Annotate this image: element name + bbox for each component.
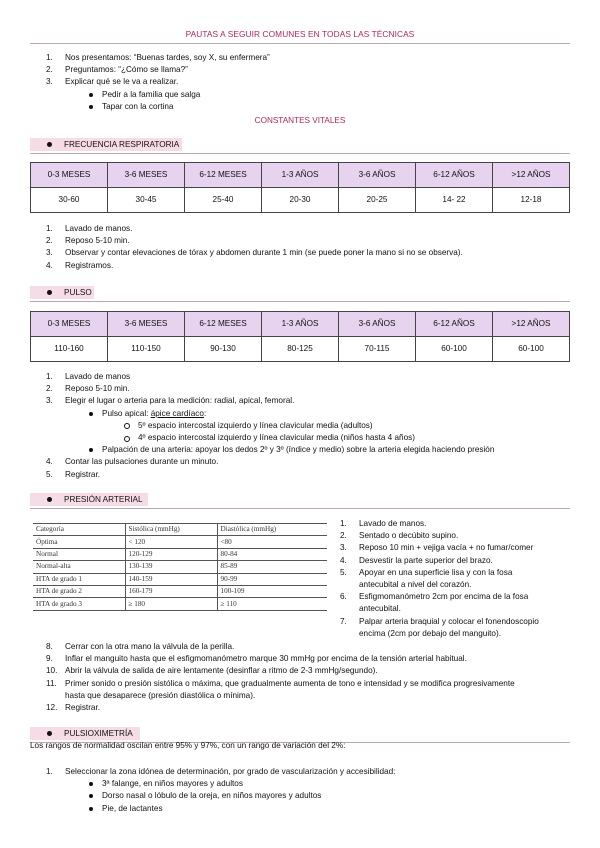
table-header: 6-12 AÑOS <box>416 312 493 337</box>
pulse-apical-sub: 5º espacio intercostal izquierdo y línea clavicular media (adultos) <box>122 420 575 432</box>
table-cell: 80-84 <box>217 548 327 560</box>
table-cell: 30-45 <box>108 188 185 213</box>
pulse-step: 2. Reposo 5-10 min. <box>46 384 130 394</box>
pulse-apical: Pulso apical: ápice cardíaco: <box>86 408 575 420</box>
table-cell: 12-18 <box>493 188 570 213</box>
table-header: Sistólica (mmHg) <box>125 524 217 536</box>
table-cell: 80-125 <box>262 337 339 362</box>
table-cell: ≥ 180 <box>125 598 217 610</box>
table-header: 6-12 MESES <box>185 163 262 188</box>
table-cell: Normal <box>33 548 125 560</box>
table-cell: HTA de grado 3 <box>33 598 125 610</box>
table-header: 3-6 AÑOS <box>339 312 416 337</box>
bullet-icon <box>47 142 52 147</box>
spo2-heading <box>30 727 570 740</box>
spo2-steps <box>30 766 575 815</box>
resp-steps <box>30 223 570 272</box>
pulse-step: 1. Lavado de manos <box>46 372 131 381</box>
table-cell: HTA de grado 2 <box>33 585 125 597</box>
bp-right-steps <box>324 518 574 640</box>
spo2-intro: Los rangos de normalidad oscilan entre 95% y 97%, con un rango de variación del 2%: <box>30 741 346 750</box>
resp-heading <box>30 138 570 151</box>
resp-step: 4. Registramos. <box>46 260 114 270</box>
table-cell: ≥ 110 <box>217 598 327 610</box>
pulse-palpation: Palpación de una arteria: apoyar los dedos 2º y 3º (índice y medio) sobre la arteria elegida haciendo presión <box>86 444 575 456</box>
bp-step: 7. Palpar arteria braquial y colocar el fonendoscopio encima (2cm por debajo del manguito). <box>340 616 539 638</box>
bp-steps <box>30 641 575 714</box>
pulse-steps <box>30 371 575 481</box>
resp-step: 3. Observar y contar elevaciones de tórax y abdomen durante 1 min (se puede poner la mano si no se observa). <box>46 248 463 258</box>
table-cell: Óptima <box>33 536 125 548</box>
table-cell: <80 <box>217 536 327 548</box>
table-cell: 20-30 <box>262 188 339 213</box>
pulse-step: 3. Elegir el lugar o arteria para la medición: radial, apical, femoral. <box>46 396 295 406</box>
bp-step: 2. Sentado o decúbito supino. <box>340 531 459 541</box>
table-cell: 60-100 <box>416 337 493 362</box>
bp-step: 5. Apoyar en una superficie lisa y con la fosa antecubital a nivel del corazón. <box>340 567 513 590</box>
intro-bullet-1: Pedir a la familia que salga <box>86 89 570 101</box>
bp-heading <box>30 493 570 506</box>
bp-step: 8. Cerrar con la otra mano la válvula de la perilla. <box>46 642 235 651</box>
table-header: 6-12 MESES <box>185 312 262 337</box>
table-cell: 85-89 <box>217 561 327 573</box>
table-header: 1-3 AÑOS <box>262 312 339 337</box>
resp-table <box>30 162 570 213</box>
table-header: 1-3 AÑOS <box>262 163 339 188</box>
table-header: 3-6 MESES <box>108 312 185 337</box>
spo2-bullet: 3ª falange, en niños mayores y adultos <box>86 778 575 790</box>
pulse-heading <box>30 286 570 299</box>
pulse-step: 5. Registrar. <box>46 469 101 479</box>
table-cell: 90-130 <box>185 337 262 362</box>
intro-step-3: 3. Explicar qué se le va a realizar. <box>46 77 179 87</box>
table-cell: < 120 <box>125 536 217 548</box>
resp-step: 2. Reposo 5-10 min. <box>46 236 130 246</box>
pulse-step: 4. Contar las pulsaciones durante un minuto. <box>46 457 219 467</box>
table-cell: HTA de grado 1 <box>33 573 125 585</box>
table-cell: 130-139 <box>125 561 217 573</box>
table-header: 0-3 MESES <box>31 163 108 188</box>
table-cell: Normal-alta <box>33 561 125 573</box>
table-cell: 30-60 <box>31 188 108 213</box>
vitals-subtitle: CONSTANTES VITALES <box>254 116 346 125</box>
title-divider <box>30 43 570 44</box>
bp-step: 1. Lavado de manos. <box>340 519 427 528</box>
table-cell: 110-150 <box>108 337 185 362</box>
table-cell: 120-129 <box>125 548 217 560</box>
table-cell: 25-40 <box>185 188 262 213</box>
bp-table <box>33 523 327 611</box>
table-header: Diastólica (mmHg) <box>217 524 327 536</box>
intro-step-2: 2. Preguntamos: “¿Cómo se llama?” <box>46 65 188 75</box>
spo2-bullet: Dorso nasal o lóbulo de la oreja, en niños mayores y adultos <box>86 790 575 802</box>
bullet-icon <box>47 731 52 736</box>
bullet-icon <box>47 290 52 295</box>
pulse-table <box>30 311 570 362</box>
intro-bullet-2: Tapar con la cortina <box>86 101 570 113</box>
intro-step-1: 1. Nos presentamos: “Buenas tardes, soy X, su enfermera” <box>46 53 270 62</box>
bp-heading-label: PRESIÓN ARTERIAL <box>64 495 143 504</box>
resp-step: 1. Lavado de manos. <box>46 224 133 233</box>
spo2-step: 1. Seleccionar la zona idónea de determinación, por grado de vascularización y accesibilidad: <box>46 767 396 776</box>
table-header: 6-12 AÑOS <box>416 163 493 188</box>
spo2-bullet: Pie, de lactantes <box>86 803 575 815</box>
pulse-heading-label: PULSO <box>64 288 92 297</box>
intro-section <box>30 52 570 113</box>
table-cell: 90-99 <box>217 573 327 585</box>
table-header: 0-3 MESES <box>31 312 108 337</box>
bp-step: 9. Inflar el manguito hasta que el esfigmomanómetro marque 30 mmHg por encima de la tensión arterial habitual. <box>46 654 467 664</box>
table-cell: 160-179 <box>125 585 217 597</box>
bp-step: 3. Reposo 10 min + vejiga vacía + no fumar/comer <box>340 543 534 553</box>
table-header: 3-6 MESES <box>108 163 185 188</box>
table-cell: 100-109 <box>217 585 327 597</box>
table-cell: 140-159 <box>125 573 217 585</box>
table-cell: 110-160 <box>31 337 108 362</box>
table-header: Categoría <box>33 524 125 536</box>
bullet-icon <box>47 497 52 502</box>
table-cell: 60-100 <box>493 337 570 362</box>
pulse-apical-sub: 4º espacio intercostal izquierdo y línea clavicular media (niños hasta 4 años) <box>122 432 575 444</box>
page-title: PAUTAS A SEGUIR COMUNES EN TODAS LAS TÉCNICAS <box>185 29 415 39</box>
table-cell: 70-115 <box>339 337 416 362</box>
table-header: >12 AÑOS <box>493 312 570 337</box>
table-header: >12 AÑOS <box>493 163 570 188</box>
bp-step: 10. Abrir la válvula de salida de aire lentamente (desinflar a ritmo de 2-3 mmHg/segundo). <box>46 666 378 676</box>
resp-heading-label: FRECUENCIA RESPIRATORIA <box>64 140 180 149</box>
table-header: 3-6 AÑOS <box>339 163 416 188</box>
table-cell: 14- 22 <box>416 188 493 213</box>
bp-step: 12. Registrar. <box>46 703 101 713</box>
bp-step: 6. Esfigmomanómetro 2cm por encima de la fosa antecubital. <box>340 592 529 614</box>
spo2-heading-label: PULSIOXIMETRÍA <box>64 729 133 738</box>
bp-step: 11. Primer sonido o presión sistólica o máxima, que gradualmente aumenta de tono e intensidad y se modifica progresivamente hasta que desaparece (presión diastólica o mínima). <box>46 678 515 700</box>
table-cell: 20-25 <box>339 188 416 213</box>
bp-step: 4. Desvestir la parte superior del brazo. <box>340 555 493 565</box>
